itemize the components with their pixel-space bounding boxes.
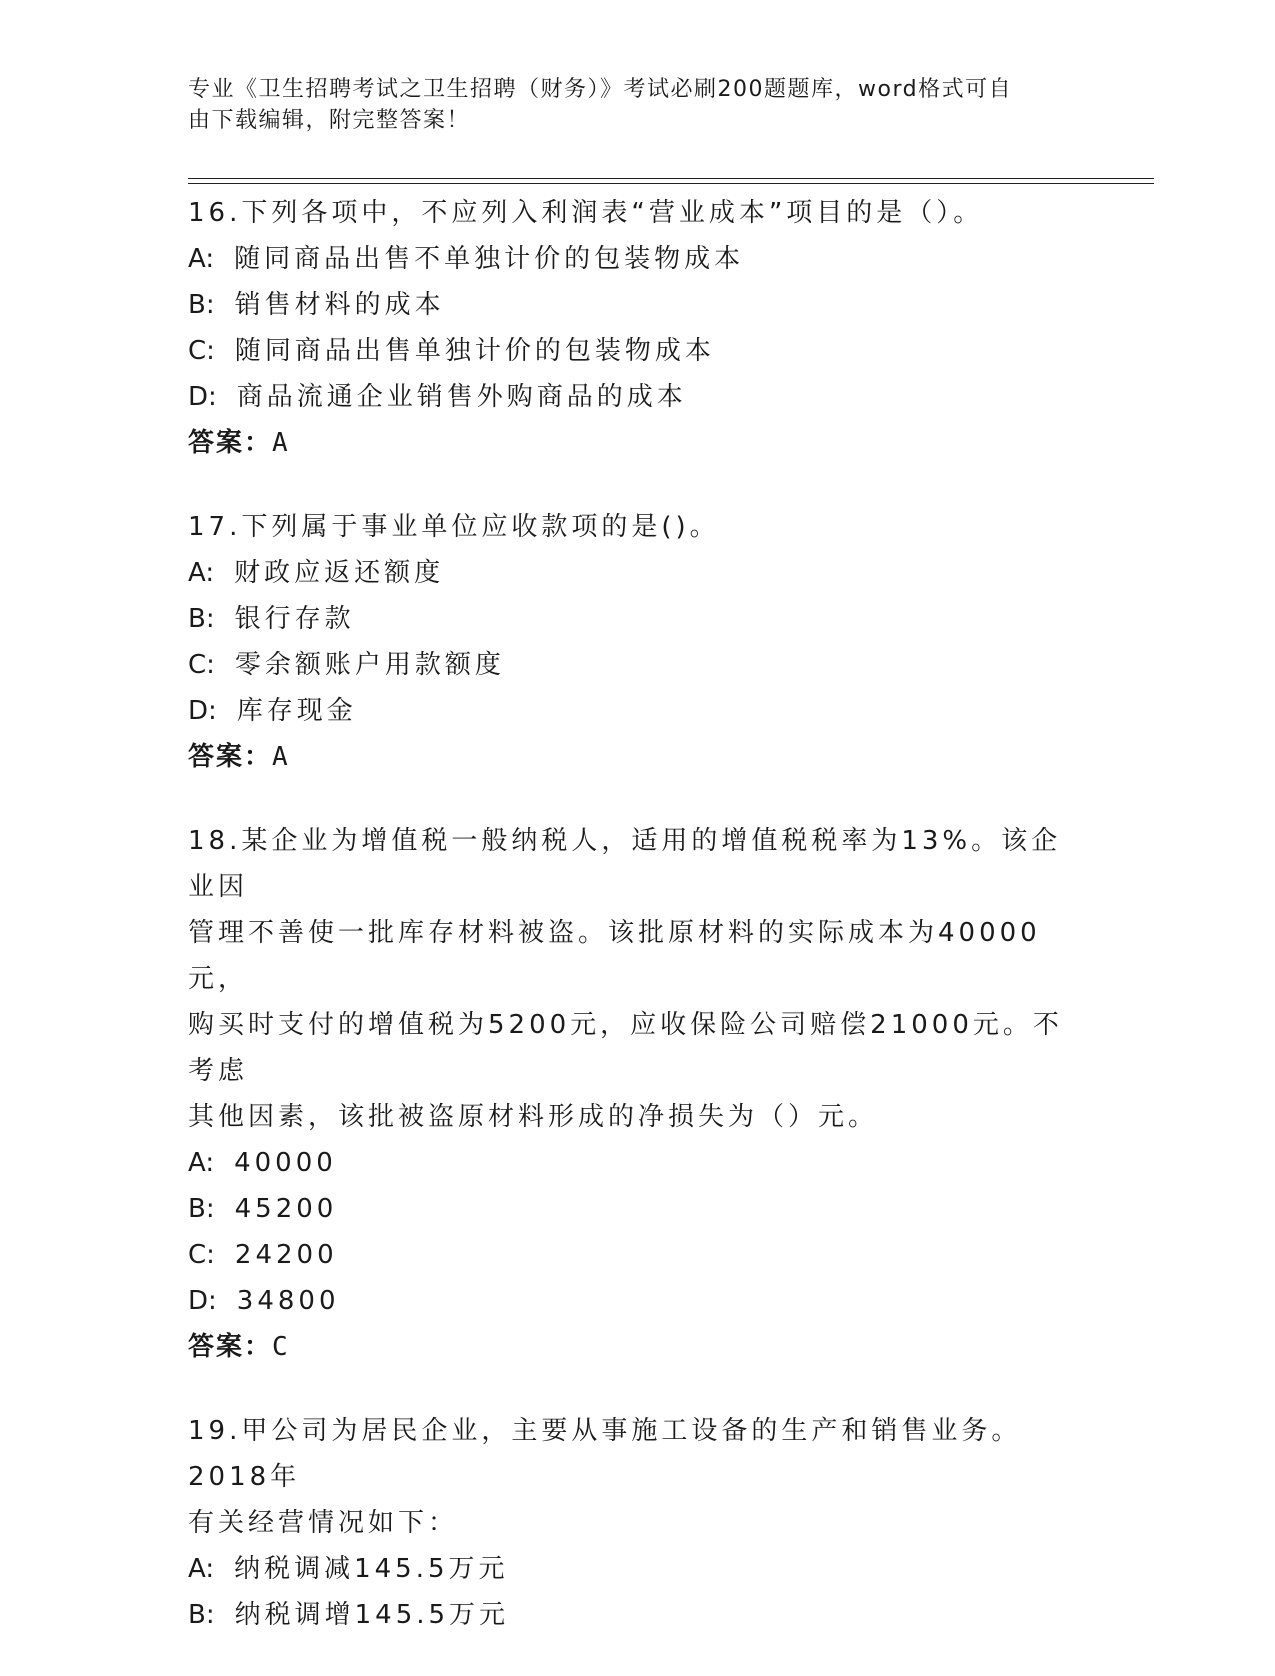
answer-label: 答案： [188,1332,273,1362]
option-text: 库存现金 [236,696,357,726]
option-text: 34800 [236,1286,340,1316]
option-key: B: [188,604,215,634]
option-text: 40000 [234,1148,337,1178]
option-text: 随同商品出售不单独计价的包装物成本 [234,244,745,274]
option-b [188,282,1088,328]
option-d [188,374,1088,420]
option-a [188,236,1088,282]
question-17 [188,504,1088,780]
question-stem-line: 购买时支付的增值税为5200元，应收保险公司赔偿21000元。不考虑 [188,1010,1063,1086]
option-text: 银行存款 [234,604,355,634]
option-key: D: [188,382,217,412]
option-key: B: [188,290,215,320]
answer-value: A [272,428,290,458]
question-stem-line: 其他因素，该批被盗原材料形成的净损失为（）元。 [188,1102,879,1132]
option-key: C: [188,336,215,366]
option-key: A: [188,1148,215,1178]
answer-label: 答案： [188,428,273,458]
option-a [188,1546,1088,1592]
option-b [188,1592,1088,1638]
option-text: 商品流通企业销售外购商品的成本 [236,382,687,412]
option-d [188,688,1088,734]
option-key: A: [188,244,215,274]
answer [188,1324,1088,1370]
question-16 [188,190,1088,466]
option-key: B: [188,1600,215,1630]
option-text: 财政应返还额度 [234,558,445,588]
option-key: A: [188,558,215,588]
option-key: A: [188,1554,215,1584]
question-stem: 16.下列各项中，不应列入利润表“营业成本”项目的是（）。 [188,198,984,228]
option-text: 销售材料的成本 [234,290,445,320]
answer [188,734,1088,780]
option-key: C: [188,1240,215,1270]
question-stem-line: 管理不善使一批库存材料被盗。该批原材料的实际成本为40000元， [188,918,1041,994]
option-key: D: [188,1286,217,1316]
header-rule-bottom [188,183,1154,184]
option-c [188,642,1088,688]
question-stem-line: 19.甲公司为居民企业，主要从事施工设备的生产和销售业务。2018年 [188,1416,1022,1492]
option-text: 随同商品出售单独计价的包装物成本 [234,336,715,366]
question-stem-line: 18.某企业为增值税一般纳税人，适用的增值税税率为13%。该企业因 [188,826,1062,902]
answer-label: 答案： [188,742,273,772]
header-line-1: 专业《卫生招聘考试之卫生招聘（财务）》考试必刷200题题库，word格式可自 [188,77,1013,102]
option-a [188,550,1088,596]
answer-value: A [272,742,290,772]
option-a [188,1140,1088,1186]
option-text: 纳税调增145.5万元 [234,1600,510,1630]
header-rule-top [188,178,1154,179]
answer-value: C [272,1332,290,1362]
option-key: D: [188,696,217,726]
option-c [188,328,1088,374]
option-text: 24200 [234,1240,338,1270]
option-text: 45200 [234,1194,338,1224]
option-text: 纳税调减145.5万元 [234,1554,509,1584]
question-stem: 17.下列属于事业单位应收款项的是()。 [188,512,720,542]
question-list [188,190,1088,1676]
answer [188,420,1088,466]
option-key: C: [188,650,215,680]
option-text: 零余额账户用款额度 [234,650,505,680]
header-line-2: 由下载编辑，附完整答案！ [188,108,471,133]
question-19 [188,1408,1088,1638]
option-b [188,596,1088,642]
question-18 [188,818,1088,1370]
option-b [188,1186,1088,1232]
option-d [188,1278,1088,1324]
option-c [188,1232,1088,1278]
question-stem-line: 有关经营情况如下： [188,1508,459,1538]
document-header [188,74,1068,136]
option-key: B: [188,1194,215,1224]
